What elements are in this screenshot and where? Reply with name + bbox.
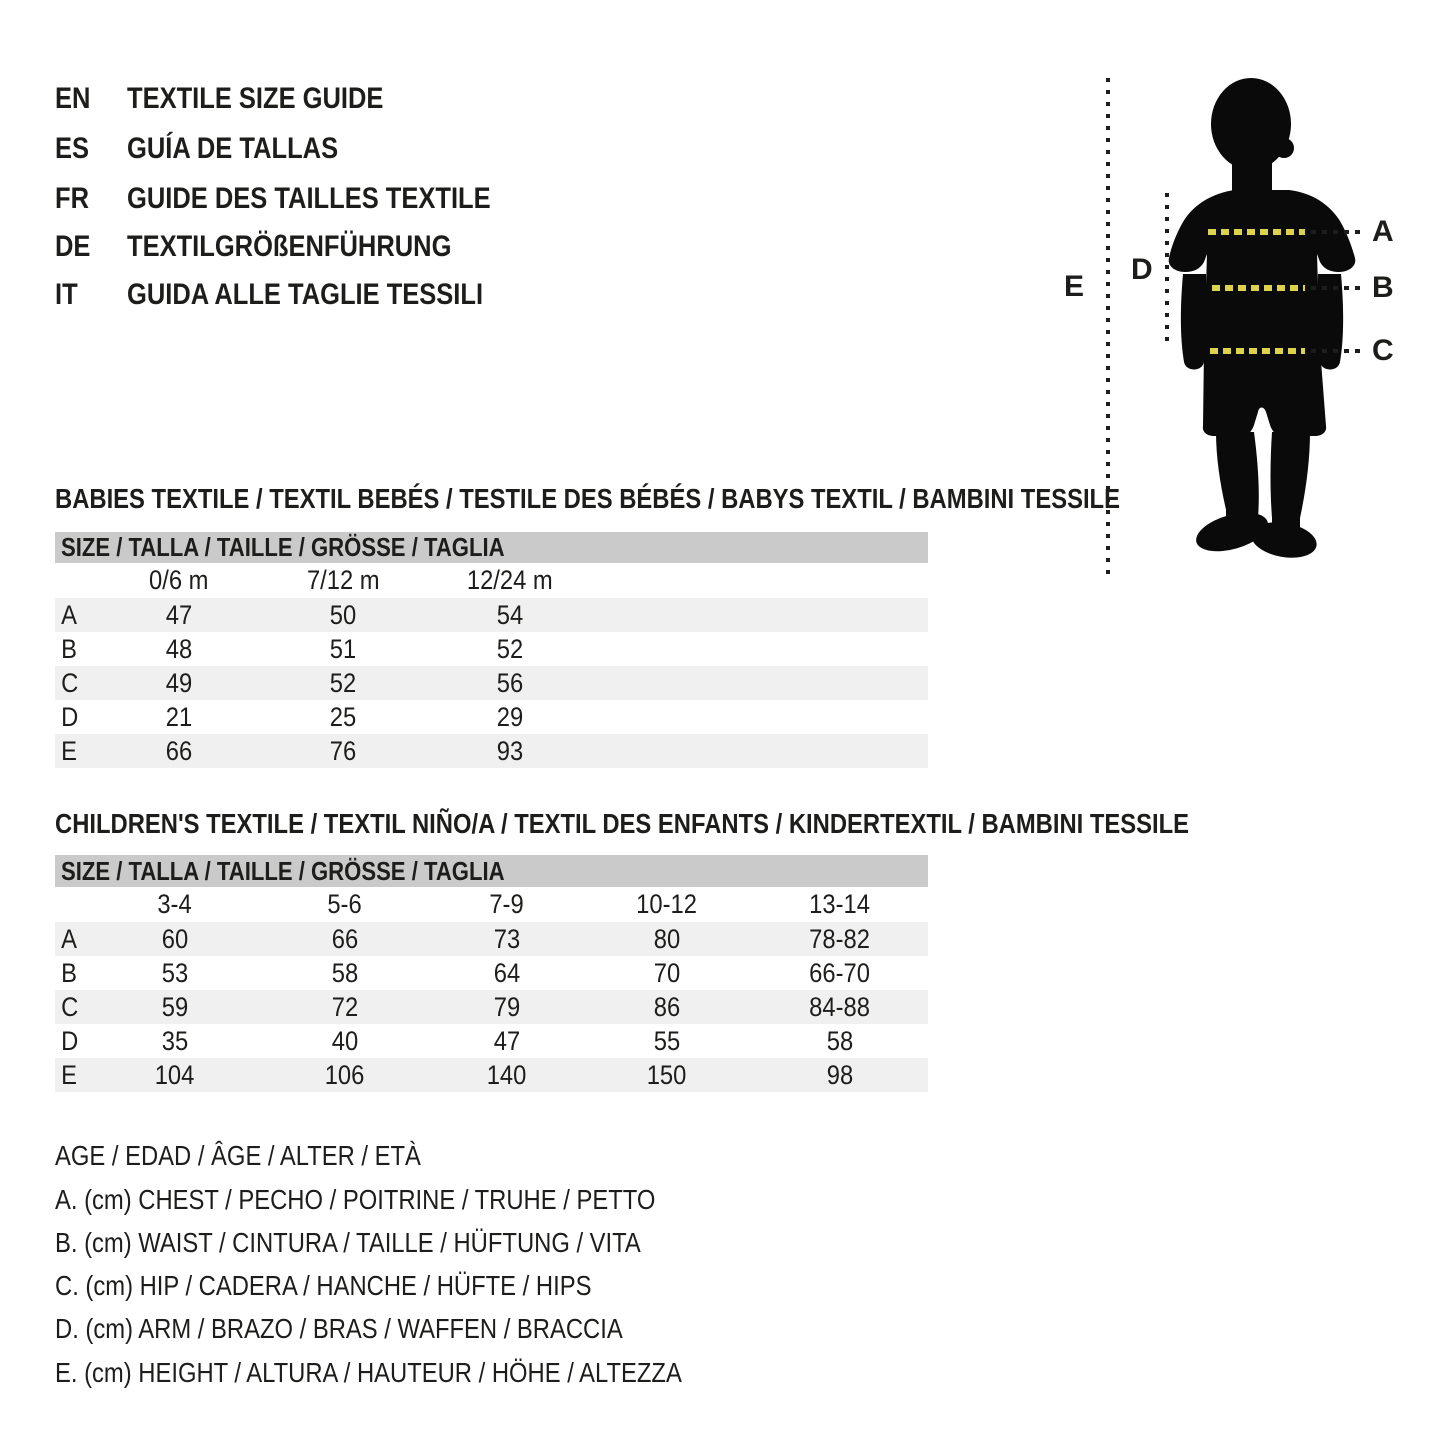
guide-title-fr: GUIDE DES TAILLES TEXTILE (127, 182, 491, 215)
row-label: D (61, 1026, 79, 1056)
row-label: C (61, 992, 79, 1022)
column-header: 5-6 (327, 889, 363, 919)
table-cell: 25 (329, 702, 357, 732)
column-header: 7-9 (489, 889, 525, 919)
legend-line-waist: B. (cm) WAIST / CINTURA / TAILLE / HÜFTUNG / VITA (55, 1227, 641, 1258)
column-header: 0/6 m (149, 565, 209, 595)
table-cell: 56 (496, 668, 524, 698)
table-row (55, 990, 928, 1024)
table-cell: 78-82 (809, 924, 871, 954)
table-row (55, 666, 928, 700)
legend-line-height: E. (cm) HEIGHT / ALTURA / HAUTEUR / HÖHE / ALTEZZA (55, 1357, 682, 1388)
table-cell: 64 (493, 958, 521, 988)
table-cell: 60 (161, 924, 189, 954)
children-section-title: CHILDREN'S TEXTILE / TEXTIL NIÑO/A / TEXTIL DES ENFANTS / KINDERTEXTIL / BAMBINI TESSILE (55, 808, 1190, 839)
table-cell: 29 (496, 702, 524, 732)
language-code: ES (55, 132, 90, 165)
row-label: A (61, 924, 77, 954)
table-cell: 140 (487, 1060, 527, 1090)
table-cell: 21 (165, 702, 193, 732)
table-cell: 47 (493, 1026, 521, 1056)
language-code: FR (55, 182, 89, 215)
row-label: B (61, 634, 77, 664)
table-cell: 73 (493, 924, 521, 954)
legend-line-chest: A. (cm) CHEST / PECHO / POITRINE / TRUHE / PETTO (55, 1184, 656, 1215)
figure-label-chest: A (1372, 215, 1394, 248)
figure-label-hip: C (1372, 334, 1394, 367)
table-cell: 35 (161, 1026, 189, 1056)
legend-line-arm: D. (cm) ARM / BRAZO / BRAS / WAFFEN / BRACCIA (55, 1313, 623, 1344)
table-cell: 76 (329, 736, 357, 766)
table-cell: 84-88 (809, 992, 871, 1022)
column-header: 7/12 m (306, 565, 380, 595)
table-row (55, 734, 928, 768)
row-label: D (61, 702, 79, 732)
table-cell: 40 (331, 1026, 359, 1056)
table-cell: 59 (161, 992, 189, 1022)
column-header: 10-12 (636, 889, 698, 919)
table-cell: 51 (329, 634, 357, 664)
row-label: B (61, 958, 77, 988)
children-column-header-row (55, 887, 928, 922)
guide-title-de: TEXTILGRÖßENFÜHRUNG (127, 230, 452, 263)
table-row (55, 700, 928, 734)
table-cell: 150 (647, 1060, 687, 1090)
table-cell: 47 (165, 600, 193, 630)
table-cell: 66 (331, 924, 359, 954)
table-cell: 93 (496, 736, 524, 766)
table-row (55, 632, 928, 666)
babies-size-table (55, 532, 928, 768)
legend-line-hip: C. (cm) HIP / CADERA / HANCHE / HÜFTE / HIPS (55, 1270, 592, 1301)
table-cell: 50 (329, 600, 357, 630)
figure-label-arm: D (1131, 253, 1153, 286)
guide-title-es: GUÍA DE TALLAS (127, 132, 339, 165)
table-cell: 98 (826, 1060, 854, 1090)
figure-label-height: E (1064, 270, 1085, 303)
children-size-table (55, 855, 928, 1092)
table-cell: 86 (653, 992, 681, 1022)
babies-column-header-row (55, 563, 928, 598)
table-cell: 66-70 (809, 958, 871, 988)
table-cell: 54 (496, 600, 524, 630)
table-row (55, 956, 928, 990)
guide-title-it: GUIDA ALLE TAGLIE TESSILI (127, 278, 484, 311)
table-cell: 104 (155, 1060, 195, 1090)
size-header-bar: SIZE / TALLA / TAILLE / GRÖSSE / TAGLIA (55, 855, 928, 887)
column-header: 12/24 m (467, 565, 553, 595)
language-code: EN (55, 82, 91, 115)
table-cell: 53 (161, 958, 189, 988)
table-cell: 55 (653, 1026, 681, 1056)
table-cell: 106 (325, 1060, 365, 1090)
language-code: DE (55, 230, 91, 263)
table-cell: 66 (165, 736, 193, 766)
table-cell: 52 (496, 634, 524, 664)
table-cell: 72 (331, 992, 359, 1022)
column-header: 3-4 (157, 889, 193, 919)
table-cell: 49 (165, 668, 193, 698)
language-code: IT (55, 278, 78, 311)
table-cell: 48 (165, 634, 193, 664)
table-cell: 58 (331, 958, 359, 988)
table-row (55, 922, 928, 956)
legend-line-age: AGE / EDAD / ÂGE / ALTER / ETÀ (55, 1140, 421, 1171)
table-cell: 79 (493, 992, 521, 1022)
column-header: 13-14 (809, 889, 871, 919)
table-cell: 52 (329, 668, 357, 698)
row-label: E (61, 736, 77, 766)
table-cell: 58 (826, 1026, 854, 1056)
table-cell: 70 (653, 958, 681, 988)
table-row (55, 598, 928, 632)
figure-label-waist: B (1372, 271, 1394, 304)
size-header-bar: SIZE / TALLA / TAILLE / GRÖSSE / TAGLIA (55, 532, 928, 563)
table-cell: 80 (653, 924, 681, 954)
babies-section-title: BABIES TEXTILE / TEXTIL BEBÉS / TESTILE DES BÉBÉS / BABYS TEXTIL / BAMBINI TESSILE (55, 483, 1120, 514)
guide-title-en: TEXTILE SIZE GUIDE (127, 82, 384, 115)
row-label: A (61, 600, 77, 630)
table-row (55, 1058, 928, 1092)
table-row (55, 1024, 928, 1058)
row-label: C (61, 668, 79, 698)
row-label: E (61, 1060, 77, 1090)
